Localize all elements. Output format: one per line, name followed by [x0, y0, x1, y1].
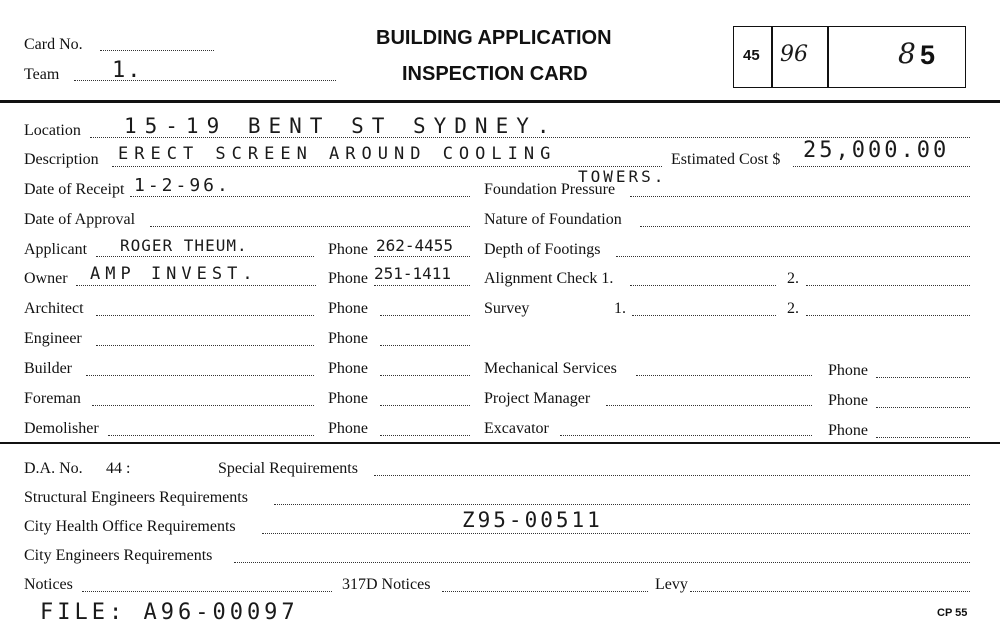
survey-label: Survey	[484, 300, 530, 317]
alignment-check-2-label: 2.	[787, 270, 799, 287]
estimated-cost-field[interactable]	[793, 166, 970, 167]
form-title-line1: BUILDING APPLICATION	[376, 27, 612, 49]
levy-label: Levy	[655, 576, 688, 593]
317d-notices-field[interactable]	[442, 591, 648, 592]
date-approval-label: Date of Approval	[24, 211, 136, 228]
owner-phone-field[interactable]	[374, 285, 470, 286]
date-receipt-value: 1-2-96.	[134, 175, 231, 196]
applicant-phone-value: 262-4455	[376, 236, 454, 255]
foundation-pressure-label: Foundation Pressure	[484, 181, 616, 198]
owner-value: AMP INVEST.	[90, 264, 258, 284]
demolisher-phone-label: Phone	[328, 420, 368, 437]
project-manager-phone-label: Phone	[828, 392, 868, 409]
project-manager-label: Project Manager	[484, 390, 591, 407]
health-requirements-label: City Health Office Requirements	[24, 518, 236, 535]
special-requirements-label: Special Requirements	[218, 460, 358, 477]
date-receipt-field[interactable]	[130, 196, 470, 197]
depth-footings-label: Depth of Footings	[484, 241, 601, 258]
location-value: 15-19 BENT ST SYDNEY.	[124, 114, 558, 138]
city-engineers-label: City Engineers Requirements	[24, 547, 213, 564]
estimated-cost-label: Estimated Cost $	[671, 151, 781, 168]
header-divider	[0, 100, 1000, 103]
box-number-hand: 8	[898, 37, 916, 70]
card-no-field[interactable]	[100, 50, 214, 51]
structural-requirements-label: Structural Engineers Requirements	[24, 489, 248, 506]
description-value: ERECT SCREEN AROUND COOLING	[118, 144, 557, 164]
structural-requirements-field[interactable]	[274, 504, 970, 505]
applicant-value: ROGER THEUM.	[120, 236, 248, 255]
estimated-cost-value: 25,000.00	[803, 138, 950, 163]
health-requirements-field[interactable]	[262, 533, 970, 534]
alignment-check-1-field[interactable]	[630, 285, 776, 286]
mechanical-phone-field[interactable]	[876, 377, 970, 378]
form-title-line2: INSPECTION CARD	[402, 63, 588, 85]
owner-field[interactable]	[76, 285, 316, 286]
file-reference: FILE: A96-00097	[40, 600, 299, 625]
description-value-line2: TOWERS.	[578, 167, 667, 186]
alignment-check-2-field[interactable]	[806, 285, 970, 286]
card-no-label: Card No.	[24, 36, 83, 53]
survey-1-field[interactable]	[632, 315, 776, 316]
architect-label: Architect	[24, 300, 84, 317]
description-label: Description	[24, 151, 99, 168]
317d-notices-label: 317D Notices	[342, 576, 431, 593]
engineer-label: Engineer	[24, 330, 82, 347]
applicant-label: Applicant	[24, 241, 88, 258]
engineer-field[interactable]	[96, 345, 314, 346]
special-requirements-field[interactable]	[374, 475, 970, 476]
excavator-phone-label: Phone	[828, 422, 868, 439]
da-no-label: D.A. No.	[24, 460, 83, 477]
owner-phone-value: 251-1411	[374, 264, 452, 283]
team-label: Team	[24, 66, 60, 83]
applicant-phone-field[interactable]	[374, 256, 470, 257]
foreman-phone-field[interactable]	[380, 405, 470, 406]
owner-phone-label: Phone	[328, 270, 368, 287]
city-engineers-field[interactable]	[234, 562, 970, 563]
box-number-print: 5	[920, 40, 936, 70]
builder-field[interactable]	[86, 375, 314, 376]
demolisher-phone-field[interactable]	[380, 435, 470, 436]
builder-phone-field[interactable]	[380, 375, 470, 376]
applicant-field[interactable]	[96, 256, 314, 257]
nature-foundation-label: Nature of Foundation	[484, 211, 622, 228]
section-divider	[0, 442, 1000, 444]
notices-field[interactable]	[82, 591, 332, 592]
foreman-phone-label: Phone	[328, 390, 368, 407]
engineer-phone-label: Phone	[328, 330, 368, 347]
excavator-field[interactable]	[560, 435, 812, 436]
survey-2-field[interactable]	[806, 315, 970, 316]
mechanical-phone-label: Phone	[828, 362, 868, 379]
project-manager-field[interactable]	[606, 405, 812, 406]
nature-foundation-field[interactable]	[640, 226, 970, 227]
survey-2-label: 2.	[787, 300, 799, 317]
alignment-check-label: Alignment Check 1.	[484, 270, 614, 287]
form-code: CP 55	[937, 607, 968, 619]
levy-field[interactable]	[690, 591, 970, 592]
card-number-box	[733, 26, 966, 88]
mechanical-services-field[interactable]	[636, 375, 812, 376]
applicant-phone-label: Phone	[328, 241, 368, 258]
team-value: 1.	[112, 58, 143, 83]
depth-footings-field[interactable]	[616, 256, 970, 257]
excavator-phone-field[interactable]	[876, 437, 970, 438]
architect-phone-field[interactable]	[380, 315, 470, 316]
box-prefix: 45	[743, 47, 760, 64]
owner-label: Owner	[24, 270, 68, 287]
notices-label: Notices	[24, 576, 73, 593]
builder-phone-label: Phone	[328, 360, 368, 377]
date-approval-field[interactable]	[150, 226, 470, 227]
demolisher-field[interactable]	[108, 435, 314, 436]
box-year: 96	[780, 42, 808, 67]
builder-label: Builder	[24, 360, 72, 377]
demolisher-label: Demolisher	[24, 420, 99, 437]
foreman-field[interactable]	[92, 405, 314, 406]
date-receipt-label: Date of Receipt	[24, 181, 125, 198]
da-no-value: 44 :	[106, 460, 131, 477]
foundation-pressure-field[interactable]	[630, 196, 970, 197]
foreman-label: Foreman	[24, 390, 81, 407]
health-requirements-value: Z95-00511	[462, 508, 603, 532]
project-manager-phone-field[interactable]	[876, 407, 970, 408]
engineer-phone-field[interactable]	[380, 345, 470, 346]
location-label: Location	[24, 122, 81, 139]
mechanical-services-label: Mechanical Services	[484, 360, 617, 377]
excavator-label: Excavator	[484, 420, 549, 437]
architect-phone-label: Phone	[328, 300, 368, 317]
survey-1-label: 1.	[614, 300, 626, 317]
architect-field[interactable]	[96, 315, 314, 316]
